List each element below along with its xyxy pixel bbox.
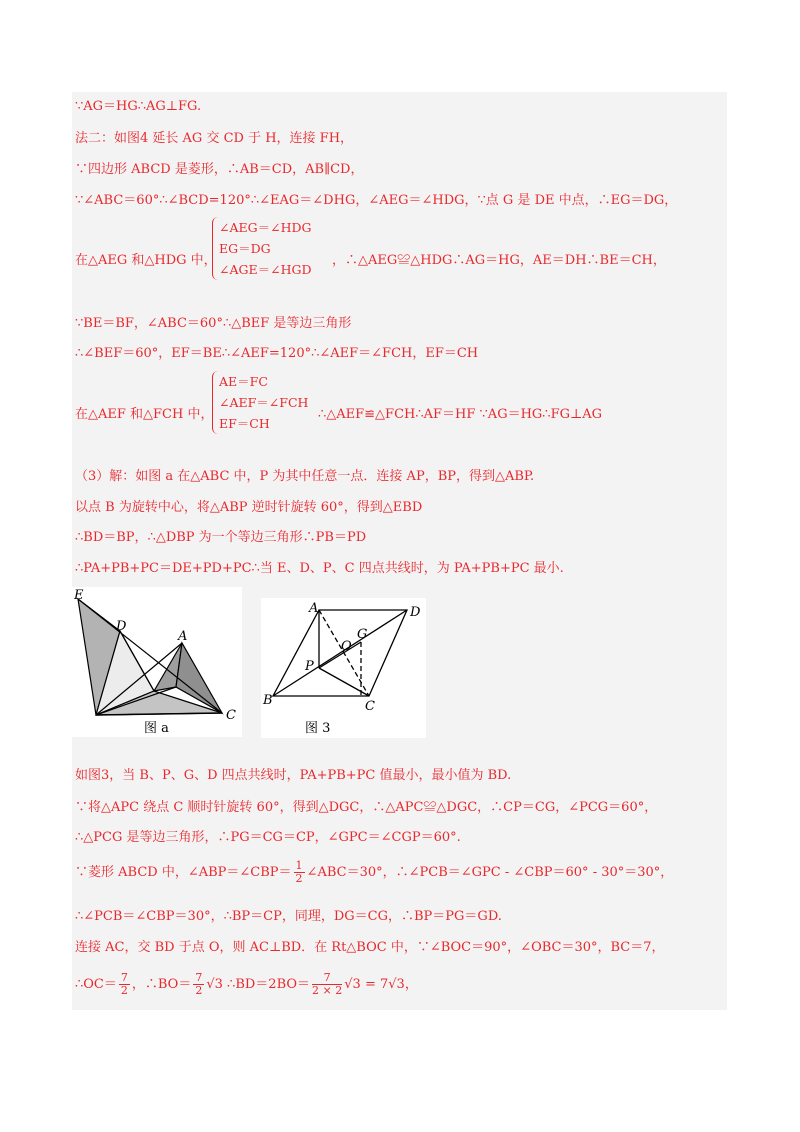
point-label-O: O xyxy=(341,639,352,654)
text-line: 以点 B 为旋转中心，将△ABP 逆时针旋转 60°，得到△EBD xyxy=(75,500,423,515)
text-line: ∴△PCG 是等边三角形，∴PG＝CG＝CP，∠GPC＝∠CGP＝60°. xyxy=(75,830,461,845)
text-fragment: ∴BD＝2BO＝ xyxy=(227,977,311,992)
text-line: ∴PA+PB+PC＝DE+PD+PC∴当 E、D、P、C 四点共线时，为 PA+PB+PC 最小. xyxy=(75,561,564,576)
text-fragment: ∴OC＝ xyxy=(75,977,117,992)
system-row: EF＝CH xyxy=(219,416,270,431)
text-line: ∵AG＝HG∴AG⊥FG. xyxy=(75,99,202,114)
text-line xyxy=(75,860,673,885)
text-line: 如图3，当 B、P、G、D 四点共线时，PA+PB+PC 值最小，最小值为 BD. xyxy=(75,768,512,783)
fraction xyxy=(119,972,130,997)
text-line: 连接 AC，交 BD 于点 O，则 AC⊥BD．在 Rt△BOC 中，∵∠BOC＝90°，∠OBC＝30°，BC＝7， xyxy=(75,940,665,955)
fraction xyxy=(294,860,305,885)
text-fragment: ，∴BO＝ xyxy=(131,977,192,992)
text-line: ∴∠PCB＝∠CBP＝30°，∴BP＝CP，同理，DG＝CG，∴BP＝PG＝GD. xyxy=(75,909,502,924)
fraction-numerator: 1 xyxy=(295,859,303,872)
point-label-A: A xyxy=(309,601,319,616)
equation-system xyxy=(212,217,312,280)
point-label-B: B xyxy=(263,693,273,708)
text-line xyxy=(75,972,418,997)
system-row: EG＝DG xyxy=(219,241,271,256)
fraction-numerator: 7 xyxy=(312,972,342,985)
text-line: 在△AEF 和△FCH 中， xyxy=(75,407,214,422)
fraction-numerator: 7 xyxy=(195,971,203,984)
figure-3 xyxy=(261,598,426,738)
point-label-G: G xyxy=(357,627,368,642)
point-label-C: C xyxy=(365,699,375,714)
fraction xyxy=(312,972,342,997)
text-line: ∵四边形 ABCD 是菱形，∴AB＝CD，AB∥CD， xyxy=(75,162,364,177)
system-row: AE＝FC xyxy=(219,374,268,389)
text-line: ∵将△APC 绕点 C 顺时针旋转 60°，得到△DGC，∴△APC≌△DGC，∴CP＝CG，∠PCG＝60°， xyxy=(75,800,658,815)
point-label-E: E xyxy=(74,588,84,603)
text-line: ，∴△AEG≌△HDG∴AG＝HG，AE＝DH∴BE＝CH， xyxy=(332,253,666,268)
figure-caption: 图 a xyxy=(144,721,169,736)
fraction-denominator: 2 xyxy=(295,872,303,885)
text-line: 在△AEG 和△HDG 中， xyxy=(75,253,217,268)
point-label-D: D xyxy=(410,605,421,620)
figure-caption: 图 3 xyxy=(305,721,331,736)
point-label-C: C xyxy=(226,708,236,723)
text-line: ∵∠ABC＝60°∴∠BCD=120°∴∠EAG＝∠DHG，∠AEG＝∠HDG，∵点 G 是 DE 中点，∴EG＝DG， xyxy=(75,193,678,208)
sqrt-term: √3 xyxy=(206,977,223,992)
equation-system xyxy=(212,371,308,434)
figure-a xyxy=(72,587,242,737)
system-row: ∠AGE＝∠HGD xyxy=(219,262,312,277)
sqrt-term: √3 xyxy=(344,977,361,992)
system-row: ∠AEG＝∠HDG xyxy=(219,220,312,235)
text-fragment: ∵菱形 ABCD 中，∠ABP＝∠CBP＝ xyxy=(75,865,292,880)
result-term: = 7√3 xyxy=(364,977,405,992)
text-line: 法二：如图4 延长 AG 交 CD 于 H，连接 FH， xyxy=(75,131,354,146)
text-line: ∴∠BEF＝60°，EF＝BE∴∠AEF=120°∴∠AEF＝∠FCH，EF＝CH xyxy=(75,346,479,361)
fraction-denominator: 2 xyxy=(195,984,203,997)
point-label-D: D xyxy=(116,619,127,634)
fraction-numerator: 7 xyxy=(120,971,128,984)
system-row: ∠AEF＝∠FCH xyxy=(219,395,309,410)
text-line: （3）解：如图 a 在△ABC 中，P 为其中任意一点．连接 AP，BP，得到△ABP. xyxy=(75,469,535,484)
fraction xyxy=(193,972,204,997)
point-label-A: A xyxy=(178,629,188,644)
text-fragment: ， xyxy=(404,977,418,992)
text-line: ∴△AEF≌△FCH∴AF＝HF ∵AG＝HG∴FG⊥AG xyxy=(318,407,602,422)
fraction-denominator: 2 xyxy=(120,984,128,997)
text-line: ∴BD＝BP，∴△DBP 为一个等边三角形∴PB＝PD xyxy=(75,530,367,545)
point-label-P: P xyxy=(305,659,314,674)
fraction-denominator: 2 × 2 xyxy=(312,984,343,997)
text-fragment: ∠ABC＝30°，∴∠PCB＝∠GPC - ∠CBP＝60° - 30°＝30°， xyxy=(306,865,674,880)
text-line: ∵BE＝BF，∠ABC＝60°∴△BEF 是等边三角形 xyxy=(75,316,352,331)
